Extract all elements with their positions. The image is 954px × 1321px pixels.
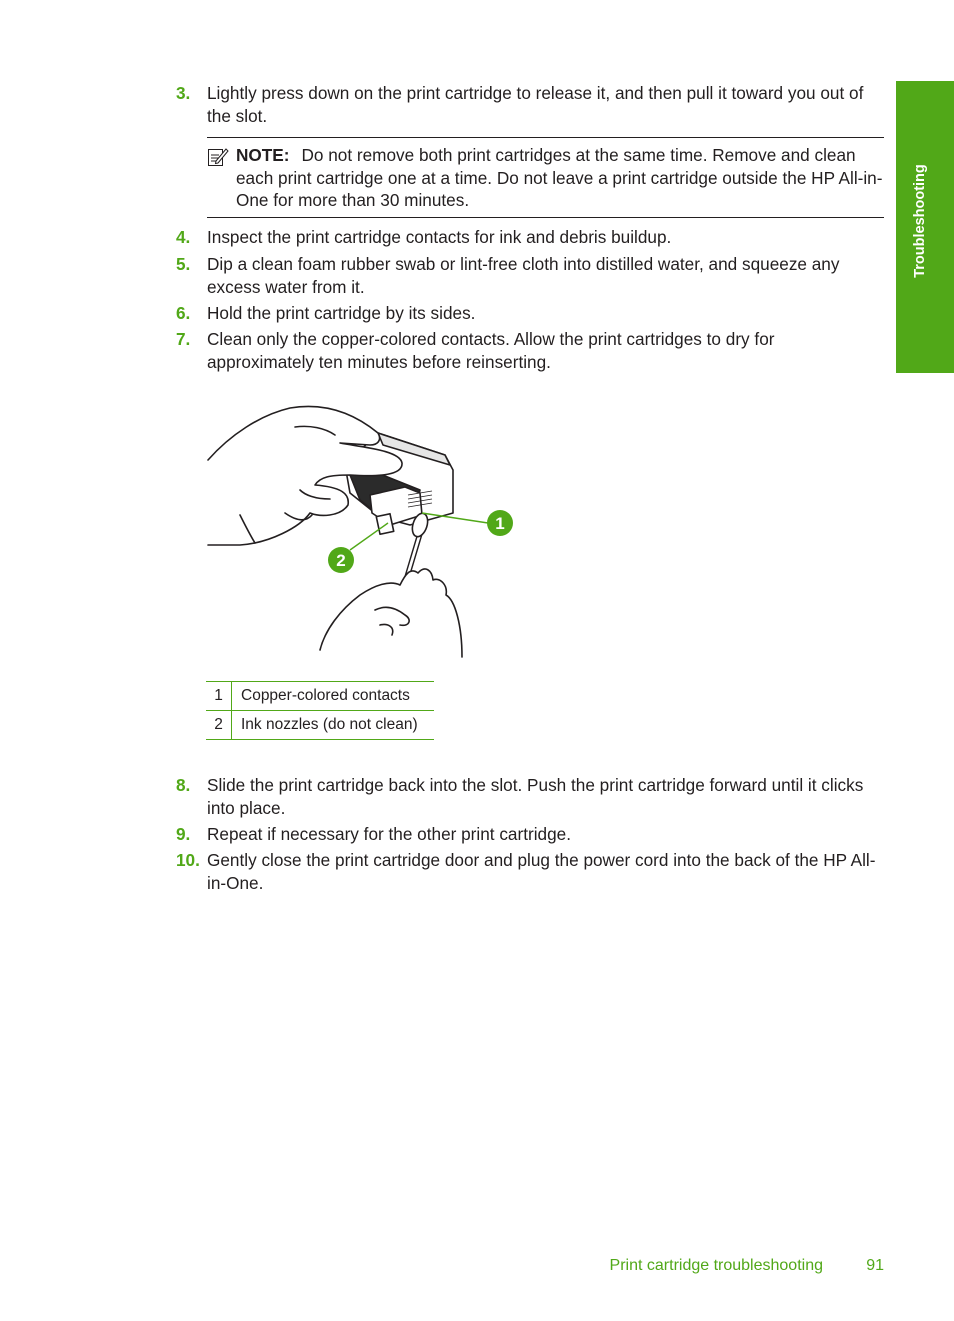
note-body: Do not remove both print cartridges at the same time. Remove and clean each print cartridge one at a time. Do not leave a print cartridge outside the HP All-in-One for more than 30 minutes. bbox=[236, 145, 883, 210]
footer-section-title: Print cartridge troubleshooting bbox=[609, 1257, 823, 1274]
note-text-block bbox=[236, 144, 884, 212]
step-number: 9. bbox=[176, 824, 191, 844]
lower-hand-drawing bbox=[320, 511, 462, 657]
step-number: 4. bbox=[176, 227, 191, 247]
step-number: 7. bbox=[176, 329, 191, 349]
step-text: Clean only the copper-colored contacts. Allow the print cartridges to dry for approximately ten minutes before reinserting. bbox=[207, 329, 775, 372]
step-number: 5. bbox=[176, 254, 191, 274]
step-number: 6. bbox=[176, 303, 191, 323]
upper-hand-drawing bbox=[208, 406, 402, 545]
callout-1 bbox=[487, 510, 513, 536]
legend-number: 1 bbox=[206, 682, 232, 711]
step-text: Lightly press down on the print cartridge to release it, and then pull it toward you out of the slot. bbox=[207, 83, 864, 126]
step-number: 8. bbox=[176, 775, 191, 795]
footer-page-number: 91 bbox=[866, 1257, 884, 1274]
step-text: Inspect the print cartridge contacts for ink and debris buildup. bbox=[207, 227, 672, 247]
note-label: NOTE: bbox=[236, 145, 290, 165]
step-text: Gently close the print cartridge door and plug the power cord into the back of the HP All-in-One. bbox=[207, 850, 876, 893]
step-text: Slide the print cartridge back into the slot. Push the print cartridge forward until it clicks into place. bbox=[207, 775, 864, 818]
table-row bbox=[206, 682, 434, 711]
callout-2-number: 2 bbox=[336, 551, 346, 570]
cartridge-cleaning-illustration bbox=[200, 395, 530, 665]
legend-number: 2 bbox=[206, 711, 232, 740]
figure-legend-table bbox=[206, 681, 434, 740]
step-number: 3. bbox=[176, 83, 191, 103]
side-tab-label: Troubleshooting bbox=[912, 164, 928, 278]
step-text: Dip a clean foam rubber swab or lint-free cloth into distilled water, and squeeze any excess water from it. bbox=[207, 254, 840, 297]
note-pencil-icon bbox=[207, 146, 229, 168]
step-text: Repeat if necessary for the other print cartridge. bbox=[207, 824, 571, 844]
step-number: 10. bbox=[176, 850, 200, 870]
callout-1-number: 1 bbox=[495, 514, 505, 533]
legend-label: Copper-colored contacts bbox=[241, 687, 410, 704]
table-row bbox=[206, 711, 434, 740]
callout-2-leader bbox=[350, 523, 388, 550]
note-box bbox=[207, 137, 884, 218]
step-text: Hold the print cartridge by its sides. bbox=[207, 303, 476, 323]
legend-label: Ink nozzles (do not clean) bbox=[241, 716, 418, 733]
callout-2 bbox=[328, 547, 354, 573]
